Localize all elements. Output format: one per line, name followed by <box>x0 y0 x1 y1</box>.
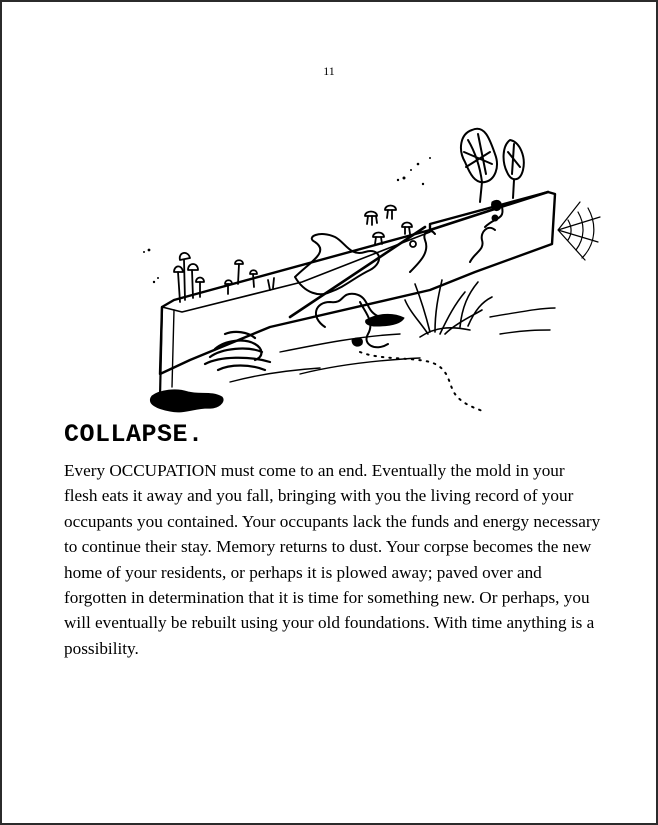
plants <box>405 280 492 337</box>
mold-patterns <box>295 207 503 347</box>
flies <box>143 157 431 283</box>
page-number: 11 <box>323 64 335 78</box>
body-paragraph: Every OCCUPATION must come to an end. Eventually the mold in your flesh eats it away and you fall, bringing with you the living record of your occupants you contained. Your occupants lack the funds and energy necessary to continue their stay. Memory returns to dust. Your corpse becomes the new home of your residents, or perhaps it is plowed away; paved over and forgotten in determination that it is time for something new. Or perhaps, you will eventually be rebuilt using your old foundations. With time anything is a possibility. <box>64 461 601 658</box>
trees <box>461 129 524 202</box>
section-heading: COLLAPSE. <box>64 420 204 449</box>
collapsed-slab-illustration <box>130 112 610 422</box>
spiderweb <box>558 202 600 260</box>
